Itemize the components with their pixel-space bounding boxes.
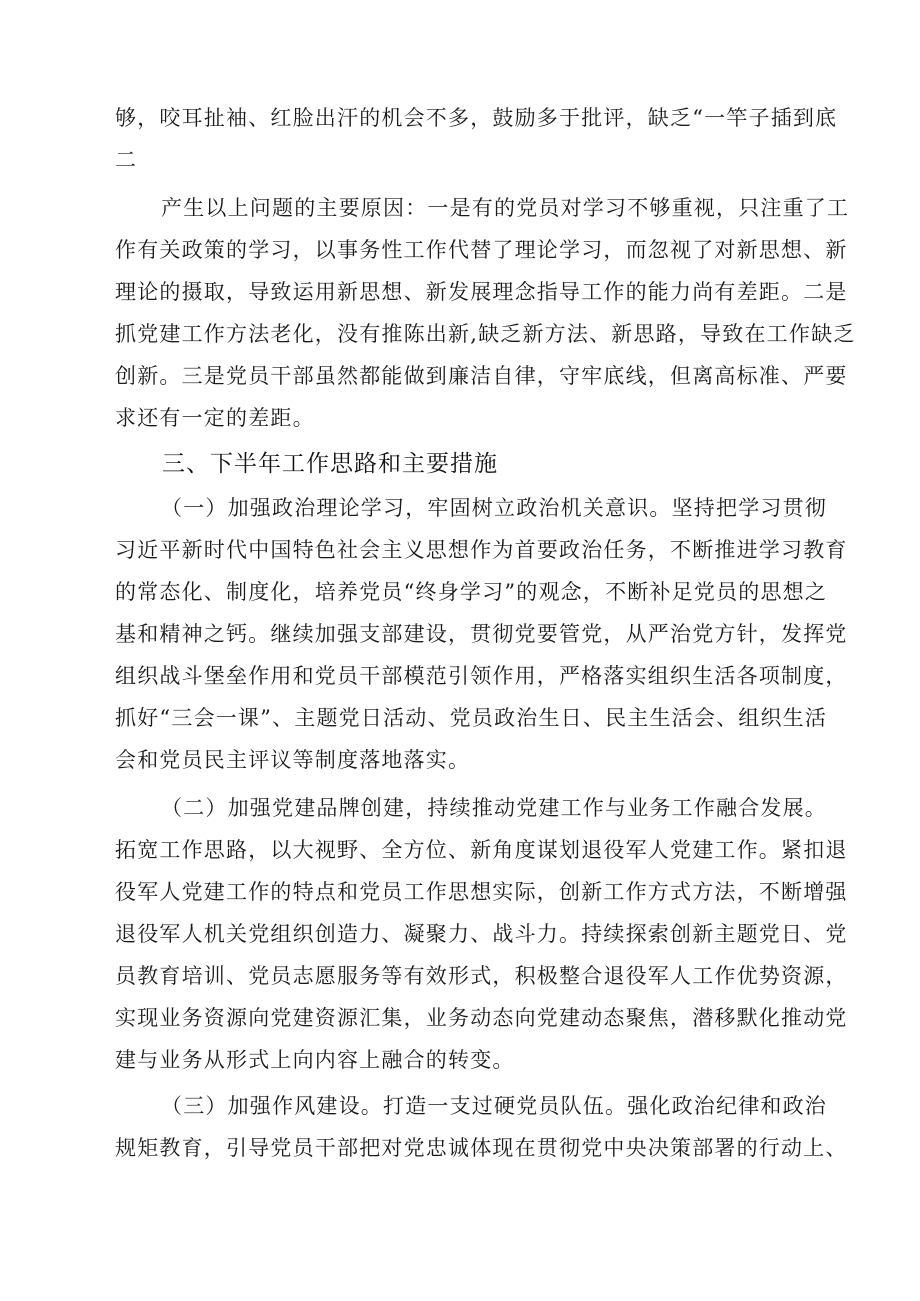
paragraph-line: 产生以上问题的主要原因：一是有的党员对学习不够重视，只注重了工 [161, 196, 850, 220]
paragraph-line: 求还有一定的差距。 [115, 406, 315, 430]
paragraph-line: 会和党员民主评议等制度落地落实。 [115, 748, 471, 772]
paragraph-line: （三）加强作风建设。打造一支过硬党员队伍。强化政治纪律和政治 [161, 1094, 827, 1118]
paragraph-line: 二 [115, 148, 138, 172]
paragraph-line: 规矩教育，引导党员干部把对党忠诚体现在贯彻党中央决策部署的行动上、 [115, 1136, 848, 1160]
paragraph-line: 理论的摄取，导致运用新思想、新发展理念指导工作的能力尚有差距。二是 [115, 280, 848, 304]
section-heading: 三、下半年工作思路和主要措施 [162, 451, 498, 477]
paragraph-line: 抓好“三会一课”、主题党日活动、党员政治生日、民主生活会、组织生活 [115, 706, 828, 730]
measure-two-paragraph [115, 787, 848, 1081]
causes-paragraph [115, 187, 856, 439]
paragraph-line: 作有关政策的学习，以事务性工作代替了理论学习，而忽视了对新思想、新 [115, 238, 848, 262]
paragraph-line: 建与业务从形式上向内容上融合的转变。 [115, 1048, 515, 1072]
paragraph-line: 退役军人机关党组织创造力、凝聚力、战斗力。持续探索创新主题党日、党 [115, 922, 848, 946]
measure-three-paragraph [115, 1085, 848, 1169]
paragraph-line: 组织战斗堡垒作用和党员干部模范引领作用，严格落实组织生活各项制度， [115, 664, 848, 688]
measure-one-paragraph [115, 487, 848, 781]
paragraph-line: 创新。三是党员干部虽然都能做到廉洁自律，守牢底线，但离高标准、严要 [115, 364, 848, 388]
paragraph-line: （一）加强政治理论学习，牢固树立政治机关意识。坚持把学习贯彻 [161, 496, 827, 520]
paragraph-line: 役军人党建工作的特点和党员工作思想实际，创新工作方式方法，不断增强 [115, 880, 848, 904]
paragraph-line: 的常态化、制度化，培养党员“终身学习”的观念，不断补足党员的思想之 [115, 580, 828, 604]
paragraph-line: （二）加强党建品牌创建，持续推动党建工作与业务工作融合发展。 [161, 796, 827, 820]
paragraph-line: 习近平新时代中国特色社会主义思想作为首要政治任务，不断推进学习教育 [115, 538, 848, 562]
intro-paragraph [115, 97, 838, 181]
paragraph-line: 够，咬耳扯袖、红脸出汗的机会不多，鼓励多于批评，缺乏“一竿子插到底 [115, 106, 838, 130]
paragraph-line: 基和精神之钙。继续加强支部建设，贯彻党要管党，从严治党方针，发挥党 [115, 622, 848, 646]
paragraph-line: 员教育培训、党员志愿服务等有效形式，积极整合退役军人工作优势资源， [115, 964, 848, 988]
paragraph-line: 实现业务资源向党建资源汇集，业务动态向党建动态聚焦，潜移默化推动党 [115, 1006, 848, 1030]
paragraph-line: 抓党建工作方法老化，没有推陈出新,缺乏新方法、新思路，导致在工作缺乏 [115, 322, 856, 346]
paragraph-line: 拓宽工作思路，以大视野、全方位、新角度谋划退役军人党建工作。紧扣退 [115, 838, 848, 862]
